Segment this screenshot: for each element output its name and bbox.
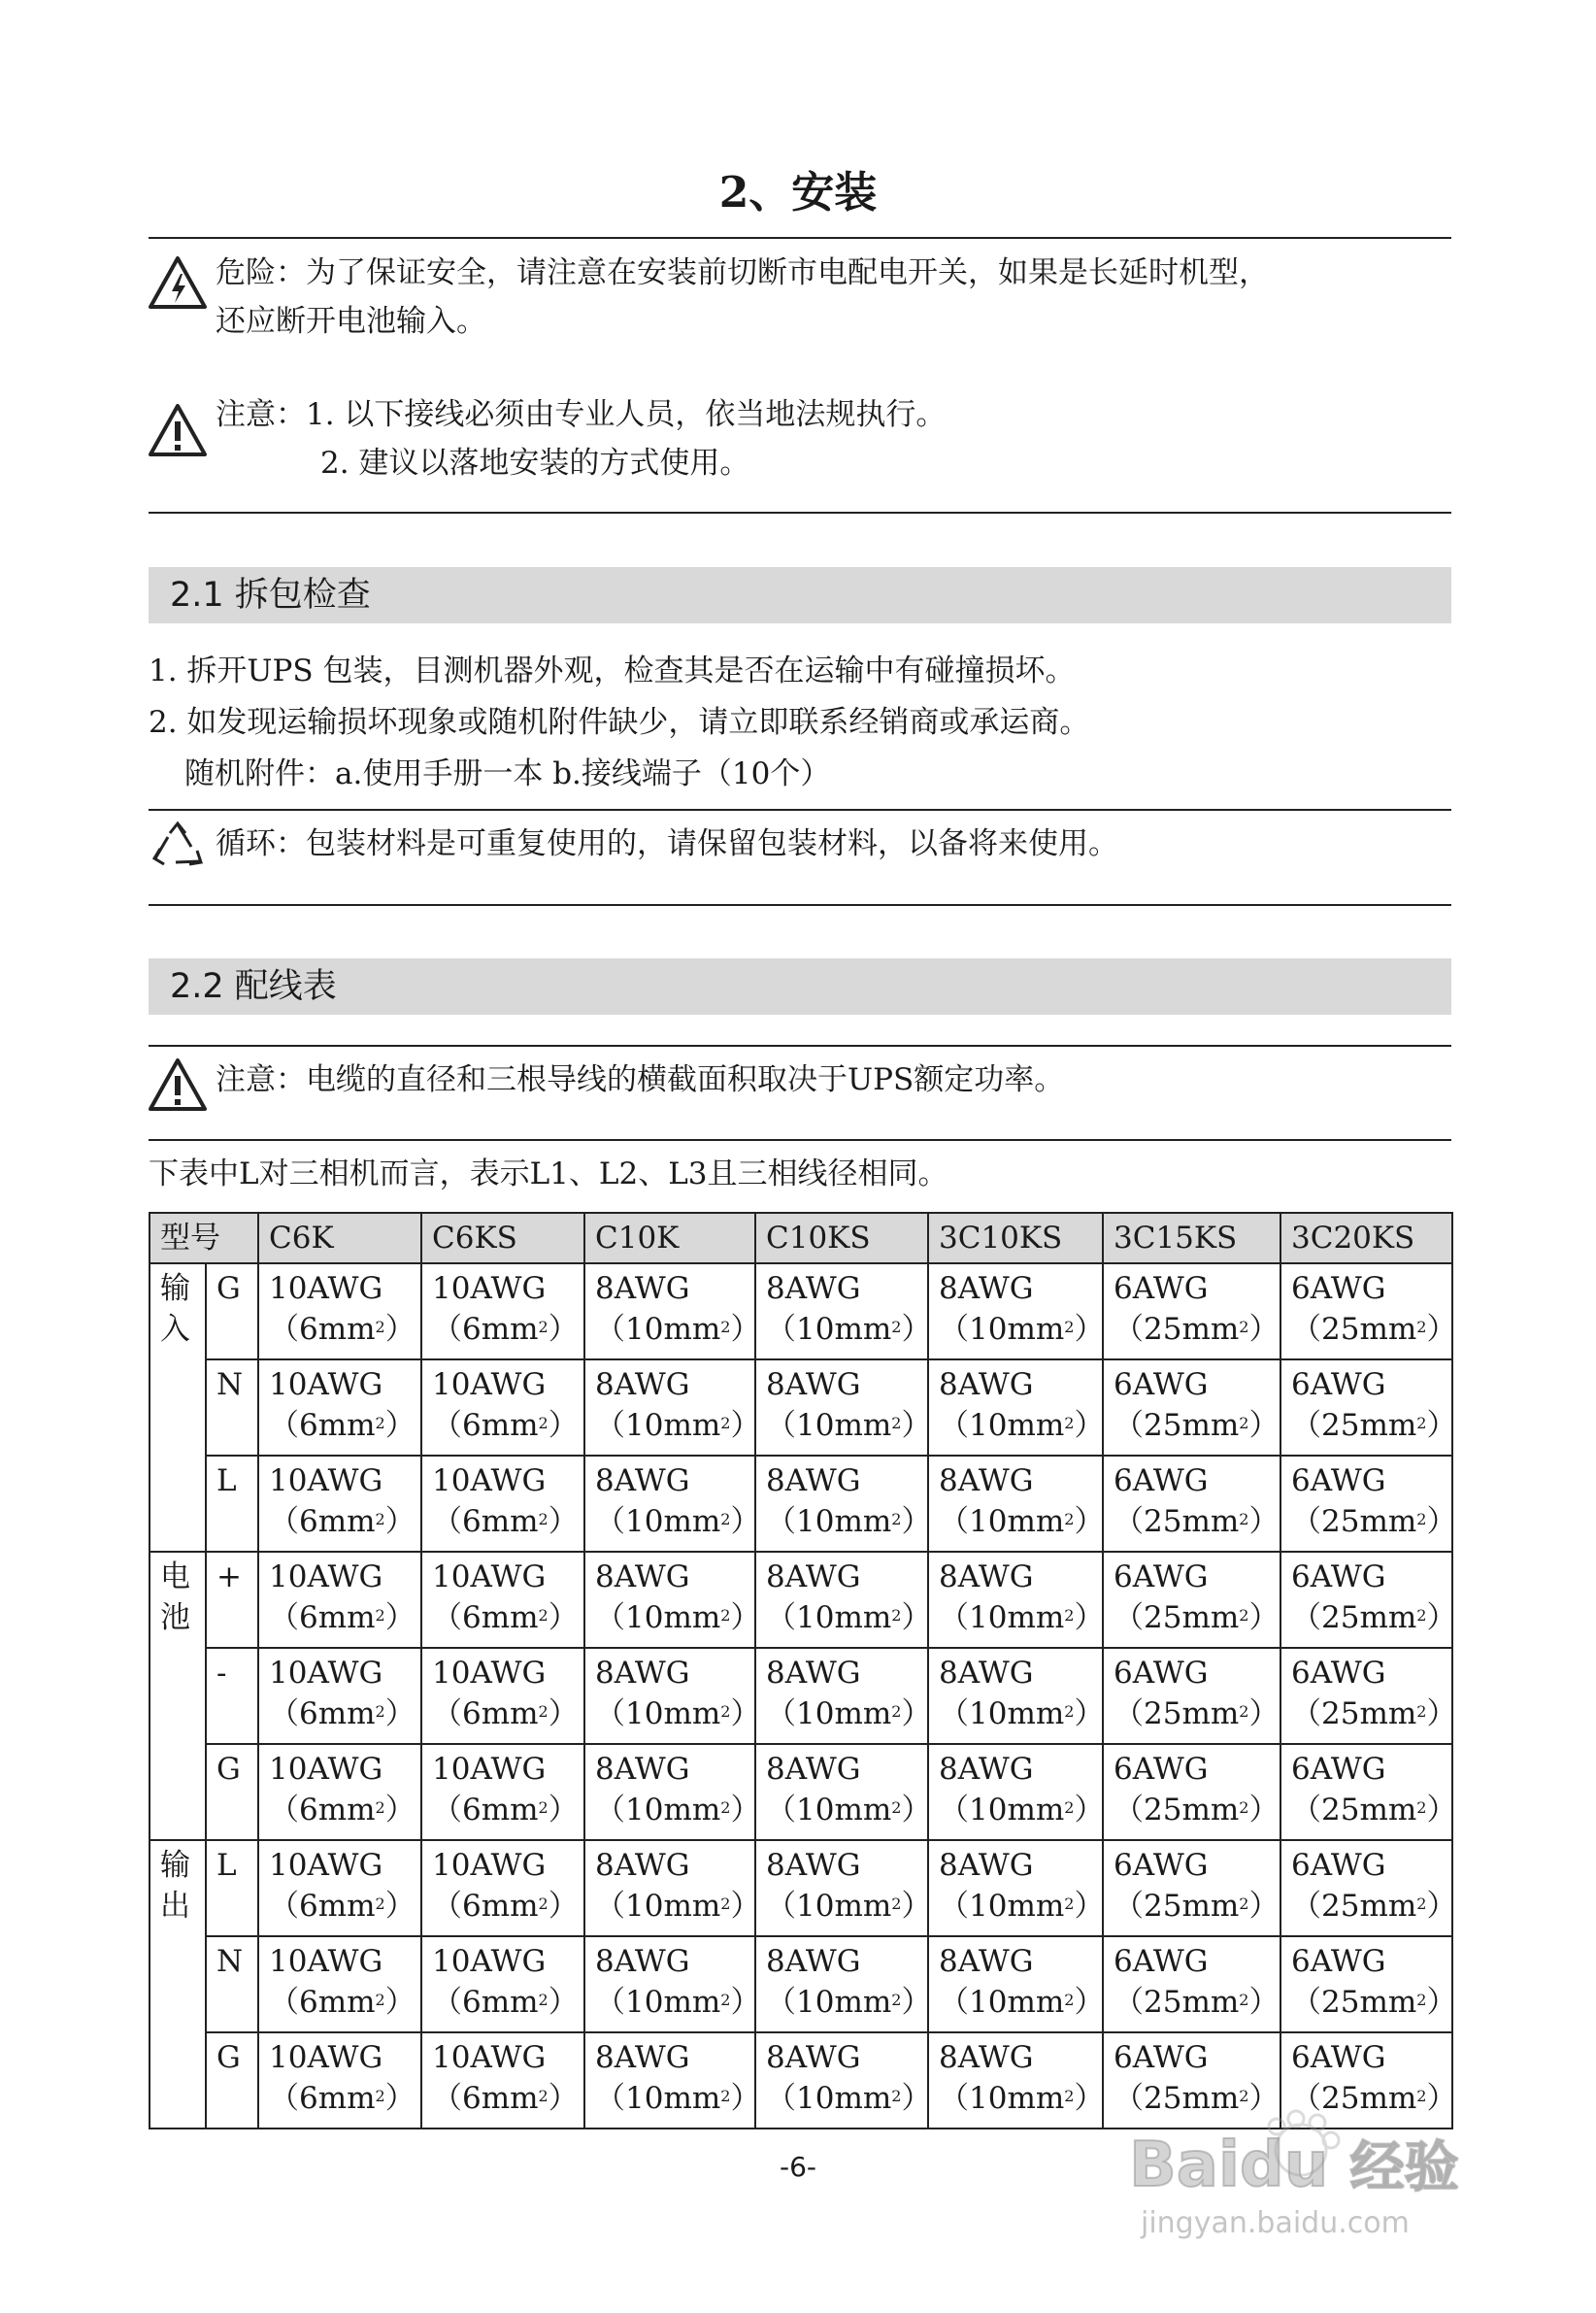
awg-value: 8AWG [766, 1944, 861, 1979]
area-value: $(6mm^2)$ [269, 1696, 416, 1731]
area-value: $(6mm^2)$ [269, 1408, 416, 1443]
header-model: 3C15KS [1103, 1213, 1280, 1263]
divider [149, 1139, 1451, 1141]
table-row [150, 1936, 1452, 2032]
wire-size-cell [1280, 1456, 1457, 1552]
header-model-label: 型号 [150, 1213, 258, 1263]
area-value: $(6mm^2)$ [432, 1408, 579, 1443]
header-model: 3C10KS [928, 1213, 1103, 1263]
awg-value: 10AWG [269, 1559, 383, 1594]
caution-icon [147, 1056, 209, 1113]
wire-size-cell [1103, 1263, 1280, 1359]
divider [149, 904, 1451, 906]
area-value: $(10mm^2)$ [595, 1985, 761, 2020]
group-label [150, 1840, 206, 2129]
area-value: $(10mm^2)$ [939, 1600, 1105, 1635]
awg-value: 8AWG [595, 1271, 690, 1306]
group-label-text: 输入 [160, 1271, 190, 1347]
area-value: $(6mm^2)$ [432, 1312, 579, 1347]
awg-value: 10AWG [432, 2040, 547, 2075]
conductor-label: G [206, 2032, 258, 2129]
awg-value: 6AWG [1291, 1271, 1386, 1306]
area-value: $(10mm^2)$ [939, 1312, 1105, 1347]
awg-value: 8AWG [939, 1271, 1034, 1306]
awg-value: 6AWG [1114, 1752, 1209, 1787]
awg-value: 10AWG [432, 1944, 547, 1979]
area-value: $(10mm^2)$ [595, 1504, 761, 1539]
awg-value: 10AWG [269, 1271, 383, 1306]
area-value: $(6mm^2)$ [269, 1312, 416, 1347]
awg-value: 6AWG [1114, 1463, 1209, 1498]
page-title: 2、安装 [718, 168, 878, 218]
notice-line-1: 注意：1. 以下接线必须由专业人员，依当地法规执行。 [216, 397, 947, 432]
recycle-icon [149, 820, 207, 878]
divider [149, 512, 1451, 514]
wire-size-cell [258, 2032, 421, 2129]
awg-value: 8AWG [595, 1559, 690, 1594]
wire-size-cell [421, 1263, 584, 1359]
header-model: C6K [258, 1213, 421, 1263]
area-value: $(6mm^2)$ [432, 1600, 579, 1635]
awg-value: 8AWG [595, 1367, 690, 1402]
area-value: $(10mm^2)$ [766, 1504, 932, 1539]
awg-value: 8AWG [939, 1463, 1034, 1498]
awg-value: 8AWG [766, 1559, 861, 1594]
awg-value: 10AWG [269, 2040, 383, 2075]
conductor-label: - [206, 1648, 258, 1744]
area-value: $(25mm^2)$ [1114, 1889, 1280, 1924]
wire-size-cell [584, 1552, 761, 1648]
wire-size-cell [1280, 1359, 1457, 1456]
area-value: $(10mm^2)$ [595, 1696, 761, 1731]
area-value: $(10mm^2)$ [766, 1985, 932, 2020]
conductor-label: + [206, 1552, 258, 1648]
awg-value: 6AWG [1291, 1944, 1386, 1979]
area-value: $(6mm^2)$ [432, 1793, 579, 1827]
area-value: $(25mm^2)$ [1291, 1793, 1457, 1827]
wire-size-cell [1103, 1359, 1280, 1456]
wire-size-cell [928, 1840, 1103, 1936]
awg-value: 6AWG [1291, 1367, 1386, 1402]
awg-value: 8AWG [939, 1944, 1034, 1979]
awg-value: 6AWG [1114, 1367, 1209, 1402]
awg-value: 8AWG [939, 1367, 1034, 1402]
awg-value: 6AWG [1114, 2040, 1209, 2075]
awg-value: 10AWG [269, 1848, 383, 1883]
table-intro: 下表中L对三相机而言，表示L1、L2、L3且三相线径相同。 [149, 1156, 948, 1191]
awg-value: 8AWG [939, 1656, 1034, 1691]
awg-value: 8AWG [595, 2040, 690, 2075]
area-value: $(10mm^2)$ [939, 1696, 1105, 1731]
awg-value: 8AWG [766, 1848, 861, 1883]
wire-size-cell [755, 1744, 932, 1840]
awg-value: 8AWG [595, 1463, 690, 1498]
section-heading-unpack: 2.1 拆包检查 [149, 567, 1451, 623]
awg-value: 8AWG [595, 1752, 690, 1787]
unpack-step-1: 1. 拆开UPS 包装，目测机器外观，检查其是否在运输中有碰撞损坏。 [149, 654, 1076, 688]
area-value: $(25mm^2)$ [1291, 1889, 1457, 1924]
wire-size-cell [584, 1840, 761, 1936]
area-value: $(25mm^2)$ [1291, 1408, 1457, 1443]
awg-value: 10AWG [269, 1367, 383, 1402]
awg-value: 10AWG [432, 1848, 547, 1883]
wire-size-cell [755, 1840, 932, 1936]
area-value: $(25mm^2)$ [1291, 1312, 1457, 1347]
area-value: $(10mm^2)$ [595, 1600, 761, 1635]
wire-size-cell [1103, 1456, 1280, 1552]
awg-value: 8AWG [595, 1944, 690, 1979]
watermark-brand: Baidu [1129, 2129, 1329, 2201]
awg-value: 6AWG [1291, 1656, 1386, 1691]
wire-size-cell [1280, 1744, 1457, 1840]
wire-size-cell [421, 2032, 584, 2129]
header-model: 3C20KS [1280, 1213, 1452, 1263]
awg-value: 8AWG [939, 2040, 1034, 2075]
wire-size-cell [584, 2032, 761, 2129]
conductor-label: N [206, 1359, 258, 1456]
area-value: $(10mm^2)$ [595, 1889, 761, 1924]
awg-value: 6AWG [1114, 1848, 1209, 1883]
header-model: C10K [584, 1213, 755, 1263]
table-row [150, 1263, 1452, 1359]
group-label-text: 输出 [160, 1848, 190, 1924]
area-value: $(10mm^2)$ [939, 1504, 1105, 1539]
awg-value: 10AWG [269, 1752, 383, 1787]
area-value: $(25mm^2)$ [1114, 2081, 1280, 2116]
awg-value: 6AWG [1291, 2040, 1386, 2075]
wire-size-cell [1103, 1552, 1280, 1648]
awg-value: 8AWG [766, 2040, 861, 2075]
wire-size-cell [1103, 1648, 1280, 1744]
conductor-label: N [206, 1936, 258, 2032]
wire-size-cell [928, 1456, 1103, 1552]
area-value: $(10mm^2)$ [766, 1408, 932, 1443]
awg-value: 10AWG [432, 1559, 547, 1594]
area-value: $(10mm^2)$ [595, 1408, 761, 1443]
table-row [150, 1840, 1452, 1936]
awg-value: 8AWG [595, 1848, 690, 1883]
awg-value: 10AWG [432, 1656, 547, 1691]
area-value: $(6mm^2)$ [432, 2081, 579, 2116]
area-value: $(25mm^2)$ [1114, 1504, 1280, 1539]
wire-size-cell [421, 1456, 584, 1552]
section-heading-wiring: 2.2 配线表 [149, 958, 1451, 1015]
awg-value: 8AWG [766, 1463, 861, 1498]
wire-size-cell [1280, 1648, 1457, 1744]
watermark-url: jingyan.baidu.com [1141, 2206, 1410, 2240]
area-value: $(10mm^2)$ [595, 2081, 761, 2116]
awg-value: 8AWG [939, 1559, 1034, 1594]
awg-value: 6AWG [1114, 1271, 1209, 1306]
wire-size-cell [584, 1263, 761, 1359]
wire-size-cell [421, 1648, 584, 1744]
wire-size-cell [584, 1936, 761, 2032]
awg-value: 6AWG [1114, 1944, 1209, 1979]
awg-value: 8AWG [595, 1656, 690, 1691]
area-value: $(25mm^2)$ [1114, 1600, 1280, 1635]
wire-size-cell [258, 1936, 421, 2032]
danger-line-1: 危险：为了保证安全，请注意在安装前切断市电配电开关，如果是长延时机型， [216, 255, 1269, 290]
awg-value: 6AWG [1291, 1848, 1386, 1883]
cable-notice: 注意：电缆的直径和三根导线的横截面积取决于UPS额定功率。 [216, 1062, 1065, 1097]
conductor-label: G [206, 1744, 258, 1840]
area-value: $(6mm^2)$ [432, 1504, 579, 1539]
area-value: $(10mm^2)$ [939, 1793, 1105, 1827]
awg-value: 8AWG [766, 1367, 861, 1402]
area-value: $(6mm^2)$ [269, 1793, 416, 1827]
wire-size-cell [1280, 1840, 1457, 1936]
awg-value: 6AWG [1291, 1463, 1386, 1498]
wiring-table [149, 1212, 1457, 2129]
accessories-line: 随机附件：a.使用手册一本 b.接线端子（10个） [184, 756, 831, 791]
caution-icon [147, 402, 209, 458]
wire-size-cell [755, 1456, 932, 1552]
area-value: $(6mm^2)$ [269, 2081, 416, 2116]
conductor-label: G [206, 1263, 258, 1359]
awg-value: 6AWG [1114, 1559, 1209, 1594]
awg-value: 10AWG [269, 1944, 383, 1979]
wire-size-cell [1103, 1840, 1280, 1936]
awg-value: 8AWG [939, 1752, 1034, 1787]
area-value: $(6mm^2)$ [269, 1985, 416, 2020]
wire-size-cell [1280, 1936, 1457, 2032]
awg-value: 8AWG [766, 1271, 861, 1306]
area-value: $(25mm^2)$ [1291, 2081, 1457, 2116]
awg-value: 10AWG [432, 1463, 547, 1498]
area-value: $(6mm^2)$ [269, 1504, 416, 1539]
page-number: -6- [779, 2151, 817, 2183]
wire-size-cell [928, 1552, 1103, 1648]
wire-size-cell [928, 1648, 1103, 1744]
wire-size-cell [1280, 1552, 1457, 1648]
area-value: $(6mm^2)$ [269, 1889, 416, 1924]
wire-size-cell [258, 1744, 421, 1840]
wire-size-cell [258, 1840, 421, 1936]
awg-value: 10AWG [432, 1752, 547, 1787]
wire-size-cell [258, 1648, 421, 1744]
wire-size-cell [584, 1648, 761, 1744]
wire-size-cell [258, 1552, 421, 1648]
wire-size-cell [584, 1359, 761, 1456]
awg-value: 10AWG [432, 1271, 547, 1306]
wire-size-cell [1103, 1744, 1280, 1840]
table-body [150, 1263, 1457, 2129]
baidu-watermark [1112, 2097, 1500, 2253]
wire-size-cell [928, 1359, 1103, 1456]
electric-hazard-icon [147, 254, 209, 311]
wire-size-cell [928, 1263, 1103, 1359]
area-value: $(6mm^2)$ [432, 1985, 579, 2020]
area-value: $(10mm^2)$ [939, 1985, 1105, 2020]
wire-size-cell [1103, 1936, 1280, 2032]
awg-value: 6AWG [1114, 1656, 1209, 1691]
wire-size-cell [258, 1456, 421, 1552]
area-value: $(10mm^2)$ [939, 1889, 1105, 1924]
wire-size-cell [755, 1648, 932, 1744]
conductor-label: L [206, 1456, 258, 1552]
table-row [150, 1744, 1452, 1840]
wire-size-cell [928, 1936, 1103, 2032]
area-value: $(10mm^2)$ [766, 1312, 932, 1347]
area-value: $(10mm^2)$ [766, 1889, 932, 1924]
awg-value: 8AWG [939, 1848, 1034, 1883]
area-value: $(10mm^2)$ [766, 1793, 932, 1827]
header-model: C6KS [421, 1213, 584, 1263]
wire-size-cell [421, 1552, 584, 1648]
wire-size-cell [421, 1840, 584, 1936]
wire-size-cell [584, 1456, 761, 1552]
area-value: $(10mm^2)$ [939, 2081, 1105, 2116]
area-value: $(10mm^2)$ [766, 1696, 932, 1731]
area-value: $(10mm^2)$ [595, 1793, 761, 1827]
area-value: $(10mm^2)$ [766, 2081, 932, 2116]
awg-value: 8AWG [766, 1656, 861, 1691]
table-header-row [150, 1213, 1452, 1263]
area-value: $(6mm^2)$ [432, 1889, 579, 1924]
watermark-cn: 经验 [1349, 2136, 1459, 2199]
area-value: $(10mm^2)$ [766, 1600, 932, 1635]
area-value: $(25mm^2)$ [1291, 1600, 1457, 1635]
awg-value: 10AWG [269, 1656, 383, 1691]
divider [149, 237, 1451, 239]
wire-size-cell [584, 1744, 761, 1840]
wire-size-cell [755, 1552, 932, 1648]
wire-size-cell [755, 1359, 932, 1456]
wire-size-cell [928, 1744, 1103, 1840]
awg-value: 10AWG [269, 1463, 383, 1498]
wire-size-cell [421, 1744, 584, 1840]
table-row [150, 1456, 1452, 1552]
awg-value: 6AWG [1291, 1752, 1386, 1787]
area-value: $(25mm^2)$ [1291, 1985, 1457, 2020]
notice-line-2: 2. 建议以落地安装的方式使用。 [320, 446, 750, 481]
awg-value: 8AWG [766, 1752, 861, 1787]
danger-line-2: 还应断开电池输入。 [216, 304, 486, 339]
wire-size-cell [258, 1359, 421, 1456]
area-value: $(25mm^2)$ [1114, 1312, 1280, 1347]
table-row [150, 1648, 1452, 1744]
area-value: $(25mm^2)$ [1114, 1985, 1280, 2020]
area-value: $(10mm^2)$ [595, 1312, 761, 1347]
group-label [150, 1263, 206, 1552]
wire-size-cell [755, 2032, 932, 2129]
awg-value: 10AWG [432, 1367, 547, 1402]
group-label-text: 电池 [160, 1559, 190, 1635]
area-value: $(25mm^2)$ [1114, 1408, 1280, 1443]
divider [149, 809, 1451, 811]
area-value: $(10mm^2)$ [939, 1408, 1105, 1443]
unpack-step-2: 2. 如发现运输损坏现象或随机附件缺少，请立即联系经销商或承运商。 [149, 705, 1090, 740]
area-value: $(6mm^2)$ [432, 1696, 579, 1731]
conductor-label: L [206, 1840, 258, 1936]
table-row [150, 1359, 1452, 1456]
area-value: $(25mm^2)$ [1114, 1793, 1280, 1827]
area-value: $(25mm^2)$ [1291, 1504, 1457, 1539]
wire-size-cell [1280, 1263, 1457, 1359]
wire-size-cell [928, 2032, 1103, 2129]
wire-size-cell [755, 1263, 932, 1359]
table-row [150, 1552, 1452, 1648]
area-value: $(6mm^2)$ [269, 1600, 416, 1635]
divider [149, 1045, 1451, 1047]
area-value: $(25mm^2)$ [1114, 1696, 1280, 1731]
group-label [150, 1552, 206, 1840]
wire-size-cell [421, 1359, 584, 1456]
wire-size-cell [755, 1936, 932, 2032]
area-value: $(25mm^2)$ [1291, 1696, 1457, 1731]
wire-size-cell [421, 1936, 584, 2032]
header-model: C10KS [755, 1213, 928, 1263]
recycle-note: 循环：包装材料是可重复使用的，请保留包装材料，以备将来使用。 [216, 826, 1118, 861]
wire-size-cell [258, 1263, 421, 1359]
awg-value: 6AWG [1291, 1559, 1386, 1594]
